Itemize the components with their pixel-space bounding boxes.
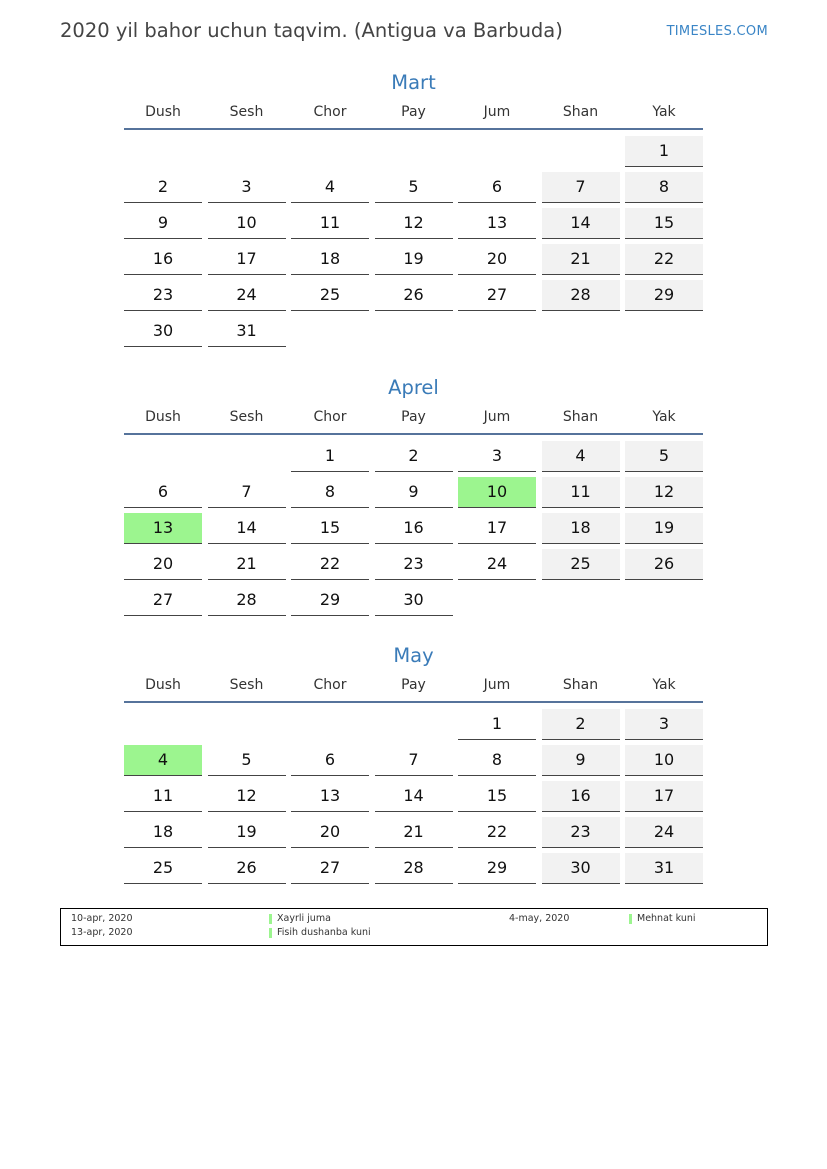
day-cell: 3 [208, 172, 286, 203]
weekday-label: Chor [313, 409, 347, 425]
holiday-marker [269, 914, 272, 924]
weekday-label: Sesh [229, 677, 264, 693]
day-cell: 11 [124, 781, 202, 812]
day-grid [124, 136, 703, 352]
holiday-day-cell: 4 [124, 745, 202, 776]
day-cell: 18 [291, 244, 369, 275]
day-cell: 5 [375, 172, 453, 203]
day-cell: 12 [625, 477, 703, 508]
day-cell: 7 [375, 745, 453, 776]
month-name: Mart [391, 71, 436, 94]
day-cell: 25 [291, 280, 369, 311]
day-cell: 23 [542, 817, 620, 848]
day-cell: 5 [208, 745, 286, 776]
holiday-day-cell: 10 [458, 477, 536, 508]
day-cell: 27 [458, 280, 536, 311]
day-cell: 2 [542, 709, 620, 740]
month-calendar [124, 641, 703, 889]
day-cell: 1 [625, 136, 703, 167]
day-cell: 27 [124, 585, 202, 616]
month-name: Aprel [388, 376, 439, 399]
weekday-label: Pay [401, 677, 426, 693]
day-cell: 26 [375, 280, 453, 311]
legend-holiday-name: Fisih dushanba kuni [277, 927, 371, 938]
day-cell: 9 [375, 477, 453, 508]
day-cell: 30 [375, 585, 453, 616]
day-cell: 11 [542, 477, 620, 508]
weekday-label: Chor [313, 104, 347, 120]
day-cell: 7 [208, 477, 286, 508]
day-cell: 25 [542, 549, 620, 580]
weekday-label: Jum [483, 409, 511, 425]
day-cell: 3 [458, 441, 536, 472]
day-cell: 20 [124, 549, 202, 580]
day-cell: 28 [208, 585, 286, 616]
day-cell: 9 [542, 745, 620, 776]
month-name: May [393, 644, 434, 667]
day-cell: 30 [542, 853, 620, 884]
day-cell: 4 [542, 441, 620, 472]
day-cell: 26 [625, 549, 703, 580]
day-cell: 12 [375, 208, 453, 239]
day-cell: 14 [375, 781, 453, 812]
day-cell: 20 [458, 244, 536, 275]
day-grid [124, 709, 703, 889]
day-cell: 24 [625, 817, 703, 848]
day-cell: 21 [208, 549, 286, 580]
day-cell: 24 [458, 549, 536, 580]
day-cell: 18 [542, 513, 620, 544]
legend-date: 4-may, 2020 [509, 913, 570, 924]
weekday-label: Sesh [229, 104, 264, 120]
day-cell: 31 [208, 316, 286, 347]
weekday-label: Jum [483, 104, 511, 120]
page-title: 2020 yil bahor uchun taqvim. (Antigua va Barbuda) [60, 19, 563, 42]
holiday-day-cell: 13 [124, 513, 202, 544]
weekday-header [124, 675, 703, 703]
day-cell: 15 [291, 513, 369, 544]
day-cell: 29 [291, 585, 369, 616]
day-cell: 8 [458, 745, 536, 776]
day-cell: 10 [625, 745, 703, 776]
weekday-label: Chor [313, 677, 347, 693]
weekday-label: Shan [562, 104, 599, 120]
day-cell: 11 [291, 208, 369, 239]
day-cell: 17 [208, 244, 286, 275]
day-cell: 6 [291, 745, 369, 776]
legend-holiday-name: Xayrli juma [277, 913, 331, 924]
weekday-label: Dush [145, 104, 181, 120]
day-cell: 17 [625, 781, 703, 812]
day-cell: 13 [458, 208, 536, 239]
holiday-legend [60, 908, 768, 946]
day-cell: 22 [458, 817, 536, 848]
day-cell: 2 [375, 441, 453, 472]
weekday-label: Shan [562, 409, 599, 425]
day-cell: 31 [625, 853, 703, 884]
day-cell: 18 [124, 817, 202, 848]
weekday-label: Dush [145, 677, 181, 693]
day-cell: 13 [291, 781, 369, 812]
day-cell: 19 [208, 817, 286, 848]
day-cell: 1 [291, 441, 369, 472]
day-cell: 9 [124, 208, 202, 239]
legend-date: 13-apr, 2020 [71, 927, 133, 938]
weekday-label: Sesh [229, 409, 264, 425]
weekday-header [124, 102, 703, 130]
legend-date: 10-apr, 2020 [71, 913, 133, 924]
weekday-label: Shan [562, 677, 599, 693]
day-cell: 12 [208, 781, 286, 812]
weekday-label: Pay [401, 409, 426, 425]
day-cell: 5 [625, 441, 703, 472]
day-cell: 17 [458, 513, 536, 544]
day-cell: 19 [375, 244, 453, 275]
weekday-header [124, 407, 703, 435]
day-cell: 25 [124, 853, 202, 884]
legend-holiday-name: Mehnat kuni [637, 913, 696, 924]
month-calendar [124, 373, 703, 621]
day-cell: 22 [291, 549, 369, 580]
day-cell: 19 [625, 513, 703, 544]
day-cell: 21 [375, 817, 453, 848]
weekday-label: Yak [652, 677, 676, 693]
day-cell: 24 [208, 280, 286, 311]
weekday-label: Pay [401, 104, 426, 120]
day-cell: 29 [458, 853, 536, 884]
day-cell: 8 [291, 477, 369, 508]
day-cell: 7 [542, 172, 620, 203]
day-cell: 20 [291, 817, 369, 848]
day-cell: 27 [291, 853, 369, 884]
day-cell: 16 [375, 513, 453, 544]
day-cell: 30 [124, 316, 202, 347]
weekday-label: Dush [145, 409, 181, 425]
day-cell: 16 [124, 244, 202, 275]
day-cell: 10 [208, 208, 286, 239]
day-cell: 16 [542, 781, 620, 812]
day-cell: 14 [208, 513, 286, 544]
month-calendar [124, 68, 703, 352]
day-cell: 8 [625, 172, 703, 203]
day-cell: 23 [124, 280, 202, 311]
day-cell: 6 [458, 172, 536, 203]
day-cell: 22 [625, 244, 703, 275]
holiday-marker [629, 914, 632, 924]
day-cell: 2 [124, 172, 202, 203]
weekday-label: Yak [652, 409, 676, 425]
day-cell: 14 [542, 208, 620, 239]
day-cell: 23 [375, 549, 453, 580]
page-header [60, 19, 768, 47]
day-cell: 21 [542, 244, 620, 275]
day-cell: 15 [625, 208, 703, 239]
day-cell: 28 [375, 853, 453, 884]
day-cell: 28 [542, 280, 620, 311]
day-cell: 1 [458, 709, 536, 740]
day-cell: 6 [124, 477, 202, 508]
weekday-label: Jum [483, 677, 511, 693]
day-cell: 15 [458, 781, 536, 812]
brand-link[interactable]: TIMESLES.COM [666, 24, 768, 39]
holiday-marker [269, 928, 272, 938]
day-cell: 29 [625, 280, 703, 311]
day-grid [124, 441, 703, 621]
day-cell: 4 [291, 172, 369, 203]
day-cell: 3 [625, 709, 703, 740]
day-cell: 26 [208, 853, 286, 884]
weekday-label: Yak [652, 104, 676, 120]
